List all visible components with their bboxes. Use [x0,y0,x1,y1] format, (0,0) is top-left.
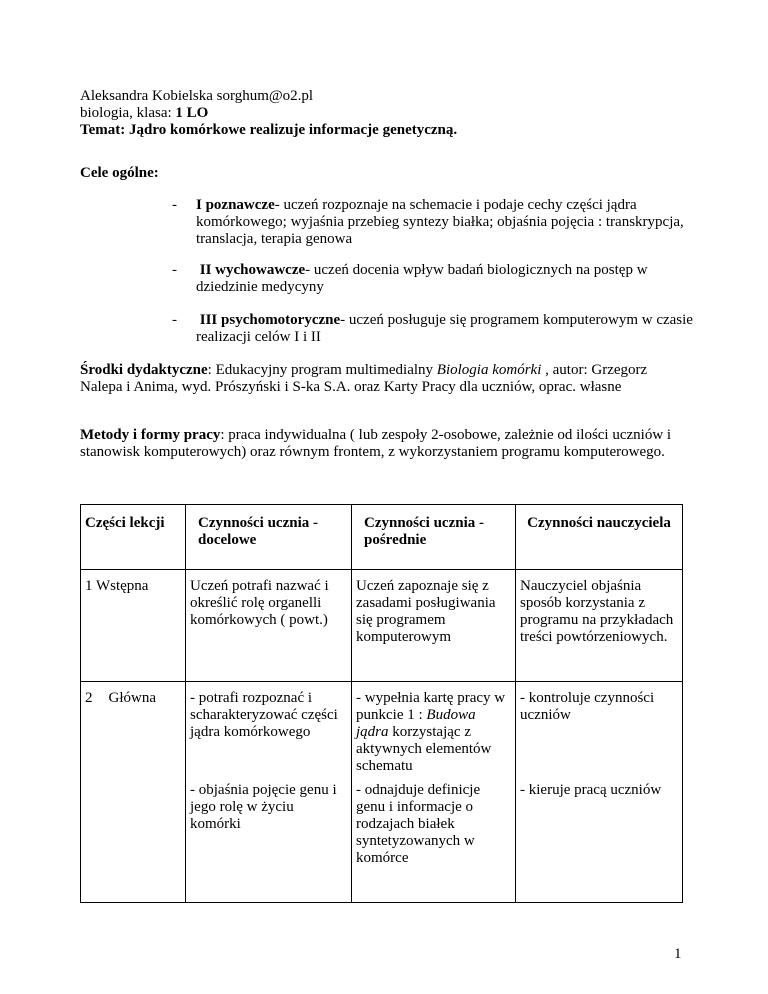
srodki-text: : Edukacyjny program multimedialny [207,362,437,378]
part-name: Główna [108,690,156,706]
table-cell [81,682,186,903]
goal-text [196,312,696,346]
goal-text [196,197,696,248]
document-header [80,88,700,139]
topic-text: Temat: Jądro komórkowe realizuje informacje genetyczną. [80,122,458,138]
row-nauczyciel: - kieruje pracą uczniów [520,782,662,798]
row-part [81,682,185,902]
header-docelowe: Czynności ucznia - docelowe [198,515,318,548]
table-cell [186,682,352,903]
row-posrednie [352,682,515,782]
table-row [81,570,683,682]
part-number: 2 [85,690,93,706]
goal-bullet: - [172,262,177,278]
table-cell [516,570,683,682]
row-docelowe: Uczeń potrafi nazwać i określić rolę organelli komórkowych ( powt.) [190,578,329,628]
table-cell [186,570,352,682]
table-cell [81,570,186,682]
row-docelowe: - potrafi rozpoznać i scharakteryzować części jądra komórkowego [190,690,338,740]
goal-description: - uczeń posługuje się programem komputerowym w czasie realizacji celów I i II [196,312,693,345]
class-value: 1 LO [175,105,209,121]
table-header-cell [516,505,683,570]
program-title: Biologia komórki , [436,362,549,378]
table-row [81,682,683,903]
srodki-text-continued: autor: Grzegorz Nalepa i Anima, wyd. Prószyński i S-ka S.A. oraz Karty Pracy dla uczniów, oprac. własne [80,362,648,395]
goal-description: - uczeń docenia wpływ badań biologicznych na postęp w dziedzinie medycyny [196,262,648,295]
table-header-cell [81,505,186,570]
goal-description: - uczeń rozpoznaje na schemacie i podaje cechy części jądra komórkowego; wyjaśnia przebieg syntezy białka; objaśnia pojęcia : transkrypcja, translacja, terapia genowa [196,197,684,247]
goal-bullet: - [172,312,177,328]
row-nauczyciel: Nauczyciel objaśnia sposób korzystania z programu na przykładach treści powtórzeniowych. [520,578,674,645]
row-part: 1 Wstępna [85,578,149,594]
posrednie-text: - wypełnia kartę pracy w punkcie 1 : [356,690,506,723]
lesson-table [80,504,683,903]
srodki-label: Środki dydaktyczne [80,362,208,378]
posrednie-italic: Budowa jądra [356,707,476,740]
header-parts: Części lekcji [85,515,165,531]
goal-title: I poznawcze [196,197,275,213]
goal-bullet: - [172,197,177,213]
goal-title: III psychomotoryczne [199,312,341,328]
metody-label: Metody i formy pracy [80,427,221,443]
row-docelowe: - objaśnia pojęcie genu i jego rolę w życiu komórki [190,782,337,832]
goal-text [196,262,696,296]
table-cell [516,682,683,903]
row-nauczyciel: - kontroluje czynności uczniów [520,690,655,723]
topic-line [80,122,700,139]
goals-heading: Cele ogólne: [80,165,159,181]
author-line: Aleksandra Kobielska sorghum@o2.pl [80,88,314,104]
row-posrednie: Uczeń zapoznaje się z zasadami posługiwania się programem komputerowym [356,578,496,645]
table-cell [352,570,516,682]
table-header-row [81,505,683,570]
posrednie-text-continued: korzystając z aktywnych elementów schematu [356,724,492,774]
class-label: biologia, klasa: [80,105,176,121]
table-header-cell [186,505,352,570]
srodki-paragraph [80,362,680,396]
goal-title: II wychowawcze [199,262,306,278]
metody-text: : praca indywidualna ( lub zespoły 2-osobowe, zależnie od ilości uczniów i stanowisk komputerowych) oraz równym frontem, z wykorzystaniem programu komputerowego. [80,427,672,460]
table-cell [352,682,516,903]
metody-paragraph [80,427,680,461]
class-line [80,105,700,122]
header-posrednie: Czynności ucznia - pośrednie [364,515,484,548]
row-posrednie: - odnajduje definicje genu i informacje o rodzajach białek syntetyzowanych w komórce [356,782,481,866]
table-header-cell [352,505,516,570]
page-number: 1 [674,946,682,962]
header-nauczyciel: Czynności nauczyciela [527,515,671,531]
